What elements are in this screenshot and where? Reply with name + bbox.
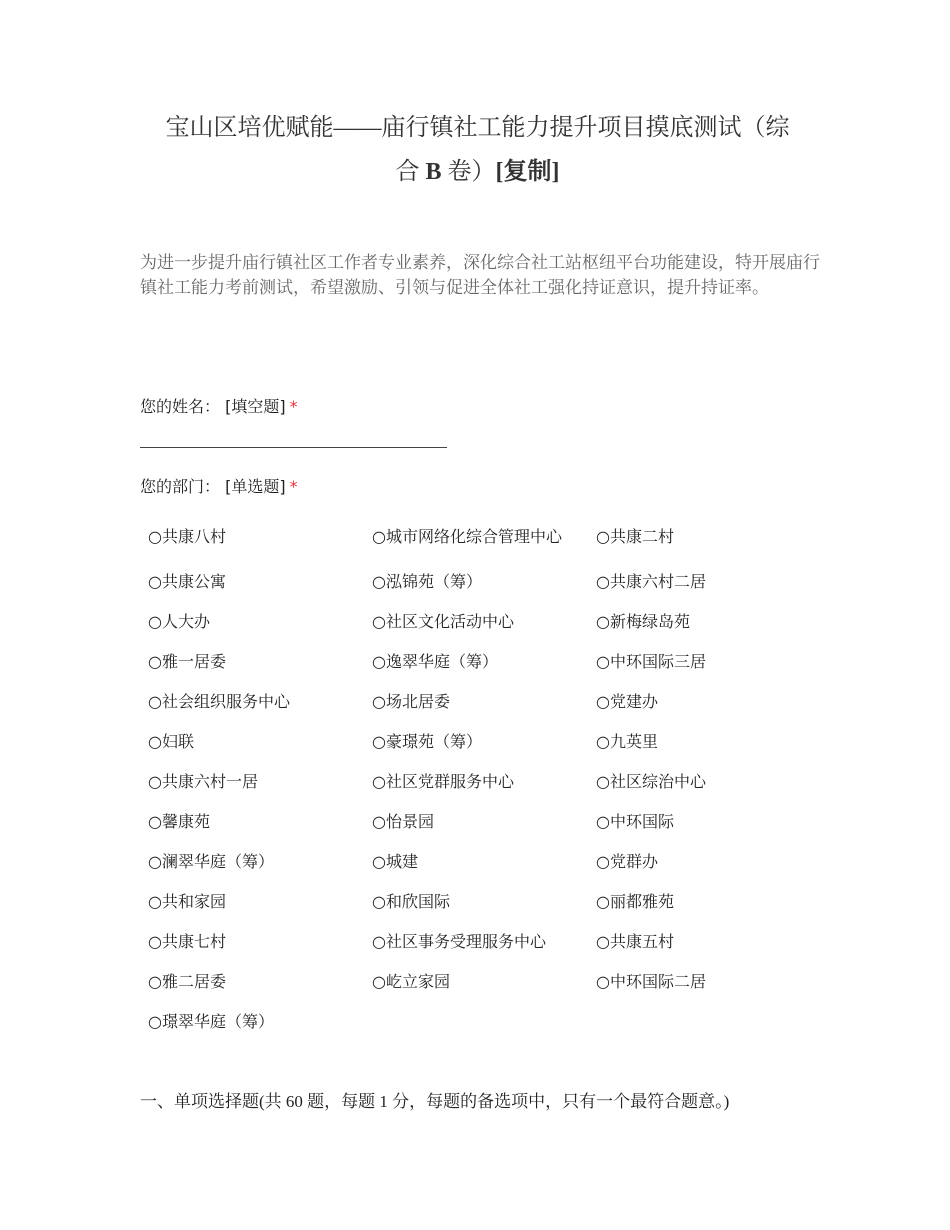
option-label: 社区事务受理服务中心 — [385, 932, 546, 951]
required-marker: * — [289, 397, 298, 416]
option-label: 共康六村二居 — [609, 572, 706, 591]
radio-icon[interactable]: ○ — [372, 812, 386, 831]
option-label: 豪璟苑（筹） — [385, 732, 482, 751]
option-label: 人大办 — [161, 612, 210, 631]
radio-icon[interactable]: ○ — [148, 652, 162, 671]
radio-icon[interactable]: ○ — [148, 692, 162, 711]
department-option[interactable] — [596, 642, 820, 682]
radio-icon[interactable]: ○ — [372, 652, 386, 671]
department-option[interactable] — [596, 682, 820, 722]
option-label: 场北居委 — [385, 692, 450, 711]
question-label: 您的部门： — [140, 477, 221, 496]
radio-icon[interactable]: ○ — [372, 932, 386, 951]
option-label: 共和家园 — [161, 892, 226, 911]
radio-icon[interactable]: ○ — [148, 732, 162, 751]
department-option[interactable] — [148, 642, 372, 682]
option-label: 共康八村 — [161, 527, 226, 546]
department-option[interactable] — [148, 722, 372, 762]
radio-icon[interactable]: ○ — [148, 1012, 162, 1031]
department-option[interactable] — [372, 722, 596, 762]
radio-icon[interactable]: ○ — [148, 772, 162, 791]
radio-icon[interactable]: ○ — [596, 892, 610, 911]
radio-icon[interactable]: ○ — [596, 972, 610, 991]
option-label: 和欣国际 — [385, 892, 450, 911]
radio-icon[interactable]: ○ — [596, 612, 610, 631]
department-option[interactable] — [148, 1002, 372, 1042]
option-label: 妇联 — [161, 732, 194, 751]
radio-icon[interactable]: ○ — [148, 972, 162, 991]
option-label: 社会组织服务中心 — [161, 692, 290, 711]
department-option[interactable] — [372, 802, 596, 842]
department-option[interactable] — [148, 842, 372, 882]
title-line-1: 宝山区培优赋能——庙行镇社工能力提升项目摸底测试（综 — [165, 115, 790, 141]
department-option[interactable] — [372, 762, 596, 802]
radio-icon[interactable]: ○ — [148, 527, 162, 546]
department-option[interactable] — [148, 682, 372, 722]
department-option[interactable] — [372, 682, 596, 722]
question-department — [140, 474, 298, 497]
department-option[interactable] — [148, 512, 372, 562]
department-option[interactable] — [596, 512, 820, 562]
option-label: 共康七村 — [161, 932, 226, 951]
radio-icon[interactable]: ○ — [596, 652, 610, 671]
radio-icon[interactable]: ○ — [596, 692, 610, 711]
radio-icon[interactable]: ○ — [148, 892, 162, 911]
department-option[interactable] — [148, 562, 372, 602]
department-option[interactable] — [596, 762, 820, 802]
radio-icon[interactable]: ○ — [372, 572, 386, 591]
department-option[interactable] — [596, 602, 820, 642]
radio-icon[interactable]: ○ — [148, 932, 162, 951]
option-label: 城建 — [385, 852, 418, 871]
department-option[interactable] — [372, 922, 596, 962]
radio-icon[interactable]: ○ — [148, 852, 162, 871]
department-option[interactable] — [372, 842, 596, 882]
radio-icon[interactable]: ○ — [372, 527, 386, 546]
department-option[interactable] — [148, 802, 372, 842]
department-options — [148, 512, 820, 1042]
radio-icon[interactable]: ○ — [148, 572, 162, 591]
department-option[interactable] — [596, 842, 820, 882]
radio-icon[interactable]: ○ — [596, 527, 610, 546]
department-option[interactable] — [596, 962, 820, 1002]
option-label: 共康六村一居 — [161, 772, 258, 791]
department-option[interactable] — [596, 722, 820, 762]
department-option[interactable] — [372, 602, 596, 642]
department-option[interactable] — [148, 962, 372, 1002]
option-label: 泓锦苑（筹） — [385, 572, 482, 591]
option-label: 中环国际三居 — [609, 652, 706, 671]
radio-icon[interactable]: ○ — [596, 772, 610, 791]
option-label: 雅一居委 — [161, 652, 226, 671]
radio-icon[interactable]: ○ — [372, 612, 386, 631]
option-label: 共康二村 — [609, 527, 674, 546]
option-label: 新梅绿岛苑 — [609, 612, 690, 631]
department-option[interactable] — [148, 602, 372, 642]
option-label: 雅二居委 — [161, 972, 226, 991]
option-label: 怡景园 — [385, 812, 434, 831]
title-text-bold: B — [425, 159, 442, 185]
department-option[interactable] — [372, 512, 596, 562]
copy-tag: [复制] — [495, 159, 560, 185]
option-label: 党群办 — [609, 852, 658, 871]
section-heading: 一、单项选择题(共 60 题，每题 1 分，每题的备选项中，只有一个最符合题意。) — [140, 1092, 730, 1111]
radio-icon[interactable]: ○ — [596, 732, 610, 751]
title-text: 卷） — [441, 159, 496, 185]
option-label: 九英里 — [609, 732, 658, 751]
intro-paragraph: 为进一步提升庙行镇社区工作者专业素养，深化综合社工站枢纽平台功能建设，特开展庙行镇社工能力考前测试，希望激励、引领与促进全体社工强化持证意识，提升持证率。 — [140, 253, 820, 298]
radio-icon[interactable]: ○ — [372, 972, 386, 991]
option-label: 城市网络化综合管理中心 — [385, 527, 562, 546]
radio-icon[interactable]: ○ — [596, 812, 610, 831]
radio-icon[interactable]: ○ — [372, 692, 386, 711]
question-type: [填空题] — [225, 397, 286, 416]
department-option[interactable] — [596, 882, 820, 922]
option-label: 社区综治中心 — [609, 772, 706, 791]
department-option[interactable] — [596, 802, 820, 842]
department-option[interactable] — [596, 922, 820, 962]
option-label: 逸翠华庭（筹） — [385, 652, 498, 671]
radio-icon[interactable]: ○ — [596, 572, 610, 591]
option-label: 屹立家园 — [385, 972, 450, 991]
department-option[interactable] — [148, 922, 372, 962]
department-option[interactable] — [148, 882, 372, 922]
question-name — [140, 394, 298, 417]
radio-icon[interactable]: ○ — [372, 892, 386, 911]
department-option[interactable] — [596, 562, 820, 602]
department-option[interactable] — [372, 962, 596, 1002]
question-type: [单选题] — [225, 477, 286, 496]
option-label: 中环国际二居 — [609, 972, 706, 991]
department-option[interactable] — [372, 882, 596, 922]
option-label: 璟翠华庭（筹） — [161, 1012, 274, 1031]
department-option[interactable] — [148, 762, 372, 802]
radio-icon[interactable]: ○ — [372, 852, 386, 871]
radio-icon[interactable]: ○ — [596, 932, 610, 951]
option-label: 馨康苑 — [161, 812, 210, 831]
question-label: 您的姓名： — [140, 397, 221, 416]
page-title — [140, 106, 815, 194]
radio-icon[interactable]: ○ — [148, 612, 162, 631]
required-marker: * — [289, 477, 298, 496]
department-option[interactable] — [372, 562, 596, 602]
option-label: 社区文化活动中心 — [385, 612, 514, 631]
radio-icon[interactable]: ○ — [372, 772, 386, 791]
name-input-line[interactable] — [140, 447, 447, 448]
option-label: 丽都雅苑 — [609, 892, 674, 911]
radio-icon[interactable]: ○ — [148, 812, 162, 831]
title-line-2 — [140, 150, 815, 194]
option-label: 中环国际 — [609, 812, 674, 831]
option-label: 共康五村 — [609, 932, 674, 951]
option-label: 社区党群服务中心 — [385, 772, 514, 791]
department-option[interactable] — [372, 642, 596, 682]
radio-icon[interactable]: ○ — [596, 852, 610, 871]
option-label: 党建办 — [609, 692, 658, 711]
option-label: 共康公寓 — [161, 572, 226, 591]
title-text: 合 — [395, 159, 426, 185]
radio-icon[interactable]: ○ — [372, 732, 386, 751]
option-label: 澜翠华庭（筹） — [161, 852, 274, 871]
